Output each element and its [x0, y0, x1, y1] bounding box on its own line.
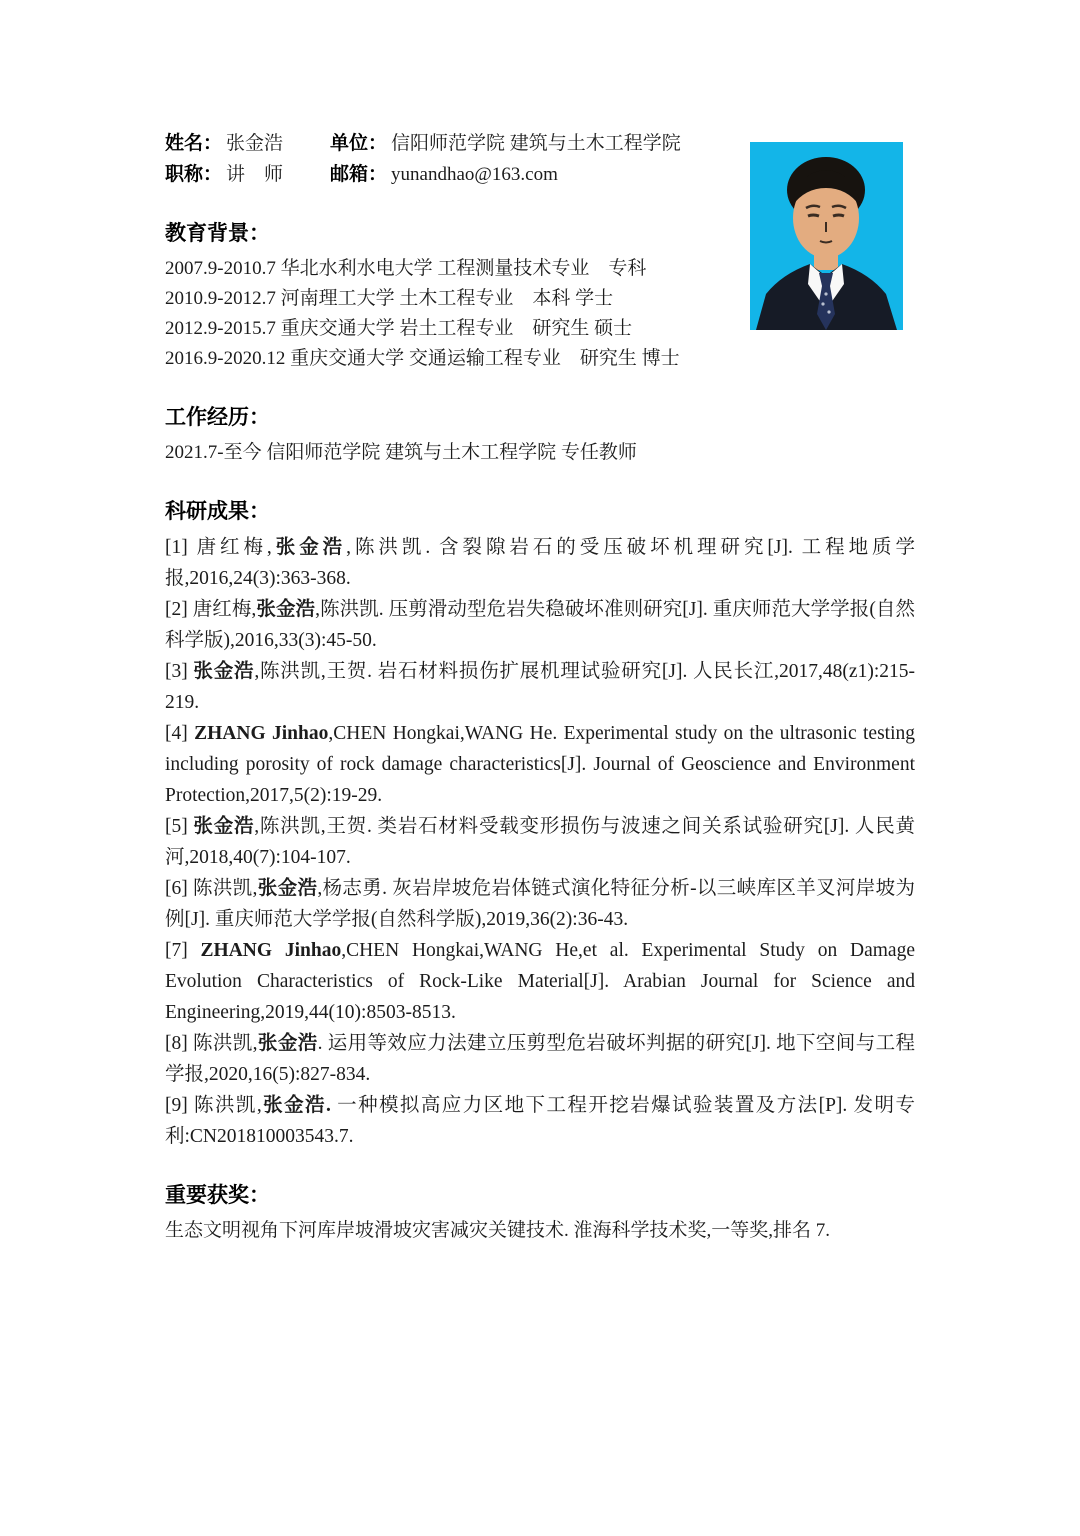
research-heading: 科研成果： — [165, 500, 270, 523]
work-list — [165, 438, 915, 468]
title-label: 职称： — [165, 164, 223, 185]
title-value: 讲 师 — [226, 164, 284, 185]
publication-item: [8] 陈洪凯,张金浩. 运用等效应力法建立压剪型危岩破坏判据的研究[J]. 地下空间与工程学报,2020,16(5):827-834. — [165, 1033, 915, 1085]
awards-list — [165, 1216, 915, 1246]
award-item: 生态文明视角下河库岸坡滑坡灾害减灾关键技术. 淮海科学技术奖,一等奖,排名 7. — [165, 1220, 831, 1241]
publication-list — [165, 532, 915, 1152]
publication-item: [1] 唐红梅,张金浩,陈洪凯. 含裂隙岩石的受压破坏机理研究[J]. 工程地质学报,2016,24(3):363-368. — [165, 537, 915, 589]
publication-item: [2] 唐红梅,张金浩,陈洪凯. 压剪滑动型危岩失稳破坏准则研究[J]. 重庆师范大学学报(自然科学版),2016,33(3):45-50. — [165, 599, 915, 651]
header-line-1 — [165, 128, 915, 159]
publication-item: [9] 陈洪凯,张金浩. 一种模拟高应力区地下工程开挖岩爆试验装置及方法[P]. 发明专利:CN201810003543.7. — [165, 1095, 915, 1147]
publication-item: [7] ZHANG Jinhao,CHEN Hongkai,WANG He,et al. Experimental Study on Damage Evolution Characteristics of Rock-Like Material[J]. Arabian Journal for Science and Engineering,2019,44(10):8503-8513. — [165, 940, 915, 1023]
work-item: 2021.7-至今 信阳师范学院 建筑与土木工程学院 专任教师 — [165, 442, 637, 463]
education-heading: 教育背景： — [165, 222, 270, 245]
education-list — [165, 254, 915, 374]
name-label: 姓名： — [165, 133, 223, 154]
awards-heading: 重要获奖： — [165, 1184, 270, 1207]
publication-item: [3] 张金浩,陈洪凯,王贺. 岩石材料损伤扩展机理试验研究[J]. 人民长江,2017,48(z1):215-219. — [165, 661, 915, 713]
header-line-2 — [165, 159, 915, 190]
name-value: 张金浩 — [226, 133, 284, 154]
email-label: 邮箱： — [330, 164, 388, 185]
resume-content — [165, 128, 915, 1246]
unit-label: 单位： — [330, 133, 388, 154]
publication-item: [4] ZHANG Jinhao,CHEN Hongkai,WANG He. Experimental study on the ultrasonic testing including porosity of rock damage characteristics[J]. Journal of Geoscience and Environment Protection,2017,5(2):19-29. — [165, 723, 915, 806]
publication-item: [5] 张金浩,陈洪凯,王贺. 类岩石材料受载变形损伤与波速之间关系试验研究[J]. 人民黄河,2018,40(7):104-107. — [165, 816, 915, 868]
education-item: 2016.9-2020.12 重庆交通大学 交通运输工程专业 研究生 博士 — [165, 348, 680, 369]
email-value: yunandhao@163.com — [391, 164, 558, 185]
work-heading: 工作经历： — [165, 406, 270, 429]
education-item: 2010.9-2012.7 河南理工大学 土木工程专业 本科 学士 — [165, 288, 614, 309]
profile-header — [165, 128, 915, 190]
education-item: 2012.9-2015.7 重庆交通大学 岩土工程专业 研究生 硕士 — [165, 318, 633, 339]
unit-value: 信阳师范学院 建筑与土木工程学院 — [391, 133, 681, 154]
education-item: 2007.9-2010.7 华北水利水电大学 工程测量技术专业 专科 — [165, 258, 647, 279]
publication-item: [6] 陈洪凯,张金浩,杨志勇. 灰岩岸坡危岩体链式演化特征分析-以三峡库区羊叉河岸坡为例[J]. 重庆师范大学学报(自然科学版),2019,36(2):36-43. — [165, 878, 915, 930]
